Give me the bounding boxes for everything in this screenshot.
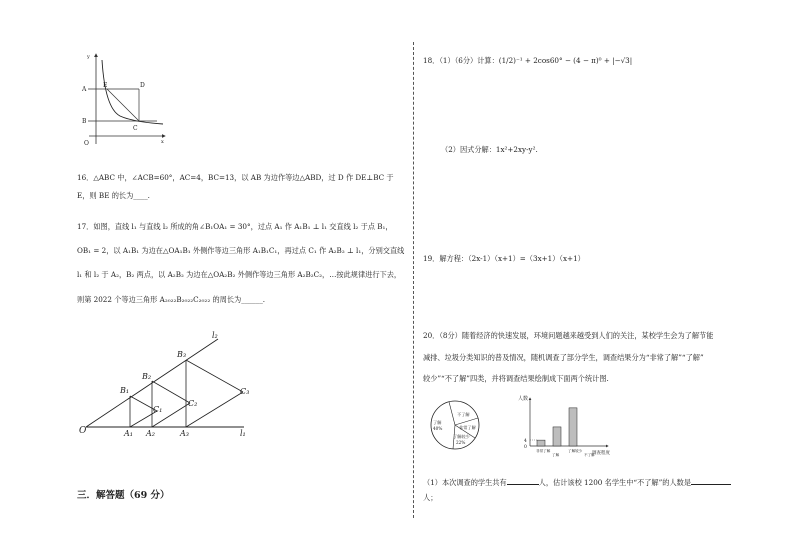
- fig-label-o: O: [79, 426, 87, 436]
- q20-q1-a: （1）本次调查的学生共有: [423, 478, 507, 487]
- hyperbola-graph: [75, 48, 170, 148]
- q18-part2: （2）因式分解：1x²+2xy-y².: [441, 145, 538, 154]
- bar-ytick-0: 0: [524, 445, 527, 450]
- label-a: A: [82, 86, 87, 93]
- bar-category-0: 非常了解: [536, 449, 551, 453]
- label-b: B: [82, 118, 87, 125]
- bar-category-2: 了解较少: [568, 449, 583, 453]
- q20-line1: 20．（8分）随着经济的快速发展，环境问题越来越受到人们的关注，某校学生会为了解节能: [423, 331, 714, 340]
- pie-chart: [423, 396, 491, 454]
- bar-chart: [510, 392, 620, 462]
- q18-part1: 18．（1）（6分）计算：(1/2)⁻¹ + 2cos60° − (4 − π)⁰ + |−√3|: [423, 56, 633, 65]
- fig-label-b1: B₁: [120, 386, 130, 395]
- fig-label-a3: A₃: [180, 429, 189, 438]
- fig-label-l1: l₁: [240, 429, 246, 438]
- q17-line4: 则第 2022 个等边三角形 A₂₀₂₂B₂₀₂₂C₂₀₂₂ 的周长为______.: [77, 295, 266, 304]
- label-o: O: [84, 140, 89, 147]
- segment-a3c3: [186, 392, 243, 427]
- pie-label-notknow: 不了解: [457, 412, 470, 417]
- label-c: C: [133, 125, 138, 132]
- q17-line3: l₁ 和 l₂ 于 A₂，B₂ 两点，以 A₂B₂ 为边在△OA₂B₂ 外侧作等边三角形 A₂B₂C₂，…按此规律进行下去，: [77, 270, 402, 279]
- q20-q1-c: 人；: [423, 493, 438, 502]
- pie-label-less-pct: 22%: [456, 440, 466, 445]
- bar-category-3: 不了解: [584, 453, 595, 457]
- q19-text: 19．解方程：（2x-1）（x+1）=（3x+1）（x+1）: [423, 254, 585, 263]
- fig-label-b2: B₂: [142, 372, 152, 381]
- label-x: x: [161, 139, 164, 145]
- bar-0: [537, 440, 545, 446]
- fig-label-a2: A₂: [146, 429, 155, 438]
- bar-category-1: 了解: [552, 453, 560, 457]
- fig-label-c2: C₂: [188, 399, 198, 408]
- bar-xlabel: 调查程度: [592, 451, 610, 456]
- q17-line2: OB₁ = 2，以 A₁B₁ 为边在△OA₁B₁ 外侧作等边三角形 A₁B₁C₁，再过点 C₁ 作 A₂B₂ ⊥ l₁，分别交直线: [77, 246, 405, 255]
- q20-q1-line: [423, 476, 731, 488]
- blank-total[interactable]: [507, 476, 539, 485]
- label-d: D: [140, 82, 145, 89]
- bar-2: [569, 408, 577, 446]
- pie-label-know: 了解: [433, 420, 442, 425]
- fig-label-l2: l₂: [212, 331, 218, 340]
- bar-1: [553, 427, 561, 446]
- q20-line3: 较少”“不了解”四类，并将调查结果绘制成下面两个统计图.: [423, 374, 609, 383]
- label-e: E: [103, 82, 108, 89]
- q20-q1-b: 人，估计该校 1200 名学生中“不了解”的人数是: [538, 478, 692, 487]
- fig-label-c1: C₁: [153, 405, 163, 414]
- bar-ytick-4: 4: [524, 439, 527, 444]
- blank-notknow[interactable]: [691, 476, 731, 485]
- bar-ylabel: 人数: [518, 396, 529, 402]
- section-3-title: 三．解答题（69 分）: [77, 490, 170, 501]
- pie-label-less: 了解较少: [453, 434, 470, 439]
- q16-line2: E，则 BE 的长为____.: [77, 191, 150, 200]
- q16-line1: 16．△ABC 中，∠ACB=60°，AC=4，BC=13，以 AB 为边作等边△ABD，过 D 作 DE⊥BC 于: [77, 173, 394, 182]
- triangles-figure: [76, 326, 266, 442]
- q17-line1: 17．如图，直线 l₁ 与直线 l₂ 所成的角∠B₁OA₁ = 30°，过点 A₁ 作 A₁B₁ ⊥ l₁ 交直线 l₂ 于点 B₁，: [77, 222, 393, 231]
- q20-line2: 减排、垃圾分类知识的普及情况，随机调查了部分学生，调查结果分为“非常了解”“了解”: [423, 353, 704, 362]
- line-ec: [107, 89, 139, 121]
- fig-label-c3: C₃: [240, 387, 250, 396]
- pie-label-know-pct: 40%: [433, 426, 443, 431]
- column-divider: [413, 42, 414, 518]
- label-y: y: [87, 54, 90, 60]
- fig-label-b3: B₃: [177, 350, 187, 359]
- fig-label-a1: A₁: [124, 429, 133, 438]
- segment-b3c3: [186, 360, 243, 392]
- segment-b2c2: [152, 381, 190, 403]
- pie-label-very: 非常了解: [459, 425, 476, 430]
